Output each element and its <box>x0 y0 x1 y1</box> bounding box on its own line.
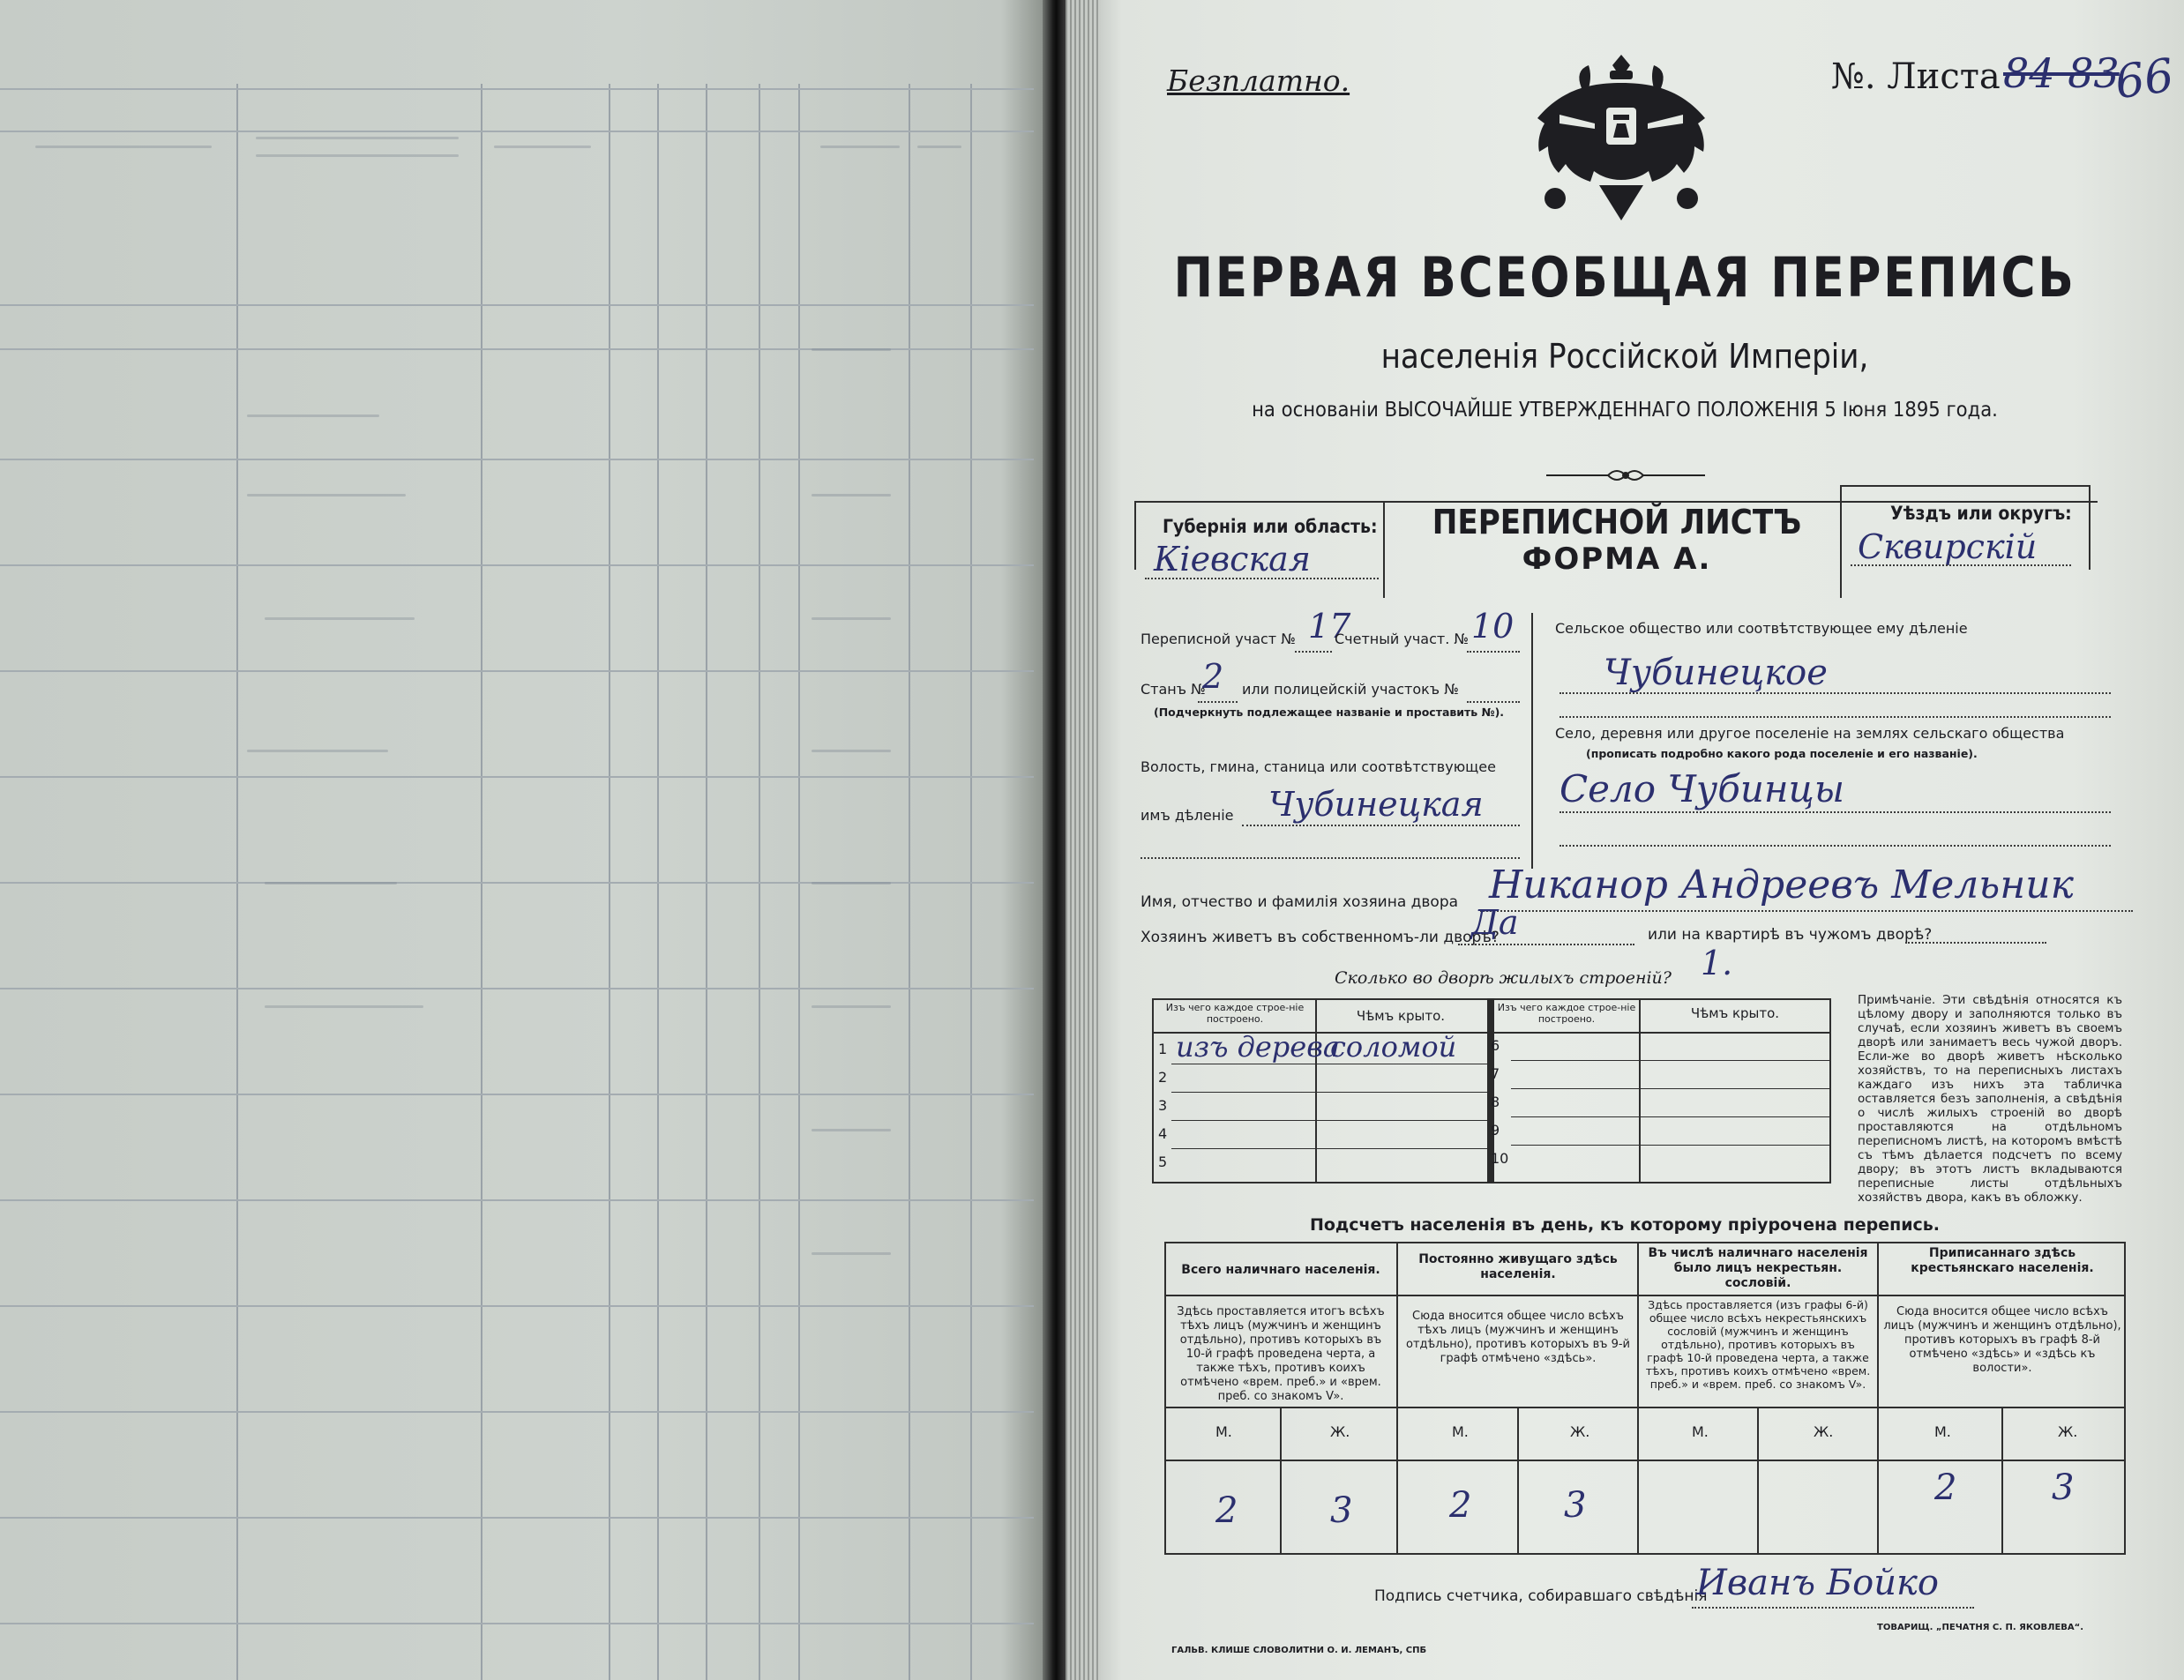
enumerator-signature: Иванъ Бойко <box>1696 1563 1939 1603</box>
location-column-divider <box>1531 613 1533 869</box>
row-rule <box>1511 1145 1831 1146</box>
own-yard-label: Хозяинъ живетъ въ собственномъ-ли дворѣ? <box>1141 929 1500 946</box>
volost-underline <box>1242 825 1520 826</box>
male-label: М. <box>1215 1423 1232 1440</box>
row-rule <box>1511 1088 1831 1089</box>
row-rule <box>1511 1060 1831 1061</box>
row-rule <box>0 988 1034 989</box>
volost-label-line2: имъ дѣленіе <box>1141 807 1234 824</box>
sheet-title: ПЕРЕПИСНОЙ ЛИСТЪ <box>1432 503 1802 541</box>
bleed-through-ink <box>812 1005 891 1008</box>
printer-left: ГАЛЬВ. КЛИШЕ СЛОВОЛИТНИ О. И. ЛЕМАНЪ, СПБ <box>1171 1646 1427 1655</box>
roof-column-header-left: Чѣмъ крыто. <box>1356 1008 1446 1024</box>
settlement-label: Село, деревня или другое поселеніе на землях сельскаго общества <box>1555 725 2065 742</box>
census-form-page <box>1066 0 2184 1680</box>
population-col-desc: Сюда вносится общее число всѣхъ лицъ (мужчинъ и женщинъ отдѣльно), противъ которыхъ въ графѣ 8-й отмѣчено «здѣсь» и «здѣсь къ волости». <box>1883 1305 2121 1375</box>
registered-male-value: 2 <box>1934 1467 1957 1508</box>
female-label: Ж. <box>1570 1423 1590 1440</box>
police-underline <box>1467 701 1520 703</box>
building-row-number: 1 <box>1158 1041 1168 1057</box>
total-female-value: 3 <box>1330 1490 1353 1531</box>
population-col-desc: Здѣсь проставляется (изъ графы 6-й) общее число всѣхъ некрестьянскихъ сословій (мужчинъ и женщинъ отдѣльно), противъ которыхъ въ графѣ 10-й проведена черта, а также тѣхъ, противъ коихъ отмѣчено «врем. преб.» и «врем. преб. со знакомъ V». <box>1645 1298 1871 1391</box>
header-right-rule <box>2089 485 2091 570</box>
female-label: Ж. <box>1814 1423 1834 1440</box>
form-subtitle: населенія Россійской Имперіи, <box>1380 337 1869 376</box>
population-mzh-divider <box>2001 1407 2003 1555</box>
row-rule <box>0 88 1034 90</box>
buildings-table-col-rule <box>1315 998 1317 1183</box>
building-row-number: 6 <box>1491 1037 1500 1054</box>
material-column-header-right: Изъ чего каждое строе-ніе построено. <box>1497 1002 1636 1025</box>
population-header-rule <box>1164 1295 2126 1296</box>
building-row-number: 7 <box>1491 1065 1500 1082</box>
settlement-value: Село Чубинцы <box>1559 767 1845 810</box>
settlement-underline-2 <box>1559 845 2111 847</box>
stan-value: 2 <box>1202 657 1224 696</box>
permanent-female-value: 3 <box>1564 1485 1587 1526</box>
faded-header-text <box>494 146 591 148</box>
rented-label: или на квартирѣ въ чужомъ дворѣ? <box>1648 926 1933 944</box>
building-material: изъ дерева <box>1176 1030 1340 1064</box>
building-row-number: 4 <box>1158 1125 1168 1142</box>
owner-name-underline <box>1480 910 2133 912</box>
ornament-divider <box>1546 465 1705 486</box>
district-value: Сквирскій <box>1858 527 2038 566</box>
header-left-rule <box>1134 501 1136 570</box>
faded-header-text <box>820 146 900 148</box>
printer-right: ТОВАРИЩ. „ПЕЧАТНЯ С. П. ЯКОВЛЕВА“. <box>1877 1623 2084 1632</box>
bleed-through-ink <box>812 882 891 885</box>
district-label: Уѣздъ или округъ: <box>1890 503 2072 524</box>
rural-society-value: Чубинецкое <box>1604 653 1828 693</box>
owner-name-value: Никанор Андреевъ Мельник <box>1489 862 2074 907</box>
owner-name-label: Имя, отчество и фамилія хозяина двора <box>1141 893 1459 911</box>
buildings-table-col-rule <box>1639 998 1641 1183</box>
district-underline <box>1851 564 2071 566</box>
counting-district-value: 10 <box>1471 607 1515 646</box>
rural-society-underline-2 <box>1559 716 2111 718</box>
row-rule <box>0 670 1034 672</box>
province-underline <box>1145 578 1379 579</box>
row-rule <box>0 1305 1034 1307</box>
row-rule <box>0 564 1034 566</box>
material-column-header-left: Изъ чего каждое строе-ніе построено. <box>1165 1002 1305 1025</box>
row-rule <box>0 1411 1034 1413</box>
note-text: Примѣчаніе. Эти свѣдѣнія относятся къ цѣлому двору и заполняются только въ случаѣ, если хозяинъ живетъ въ своемъ дворѣ или занимаетъ весь чужой дворъ. Если-же во дворѣ живетъ нѣсколько хозяйствъ, то на переписныхъ листахъ каждаго изъ нихъ эта табличка оставляется безъ заполненія, а свѣдѣнія о числѣ жилыхъ строеній во дворѣ проставляются на отдѣльномъ переписномъ листѣ, на которомъ вмѣстѣ съ тѣмъ дѣлается подсчетъ по всему двору; въ этотъ листъ вкладываются переписные листы отдѣльныхъ хозяйствъ двора, какъ въ обложку. <box>1858 993 2122 1205</box>
book-spine <box>1043 0 1066 1680</box>
sheet-number-label: №. Листа <box>1831 56 2001 97</box>
bleed-through-ink <box>812 617 891 620</box>
row-rule <box>1171 1148 1487 1149</box>
underline-instruction: (Подчеркнуть подлежащее названіе и проставить №). <box>1154 706 1505 719</box>
own-yard-underline <box>1458 944 1634 945</box>
rural-society-label: Сельское общество или соотвѣтствующее ему дѣленіе <box>1555 620 1968 637</box>
row-rule <box>1511 1116 1831 1117</box>
enumerator-signature-label: Подпись счетчика, собиравшаго свѣдѣнія <box>1374 1587 1708 1605</box>
volost-underline-2 <box>1141 857 1520 859</box>
population-col-rule <box>1396 1242 1398 1555</box>
population-col-header: Всего наличнаго населенія. <box>1181 1263 1380 1277</box>
row-rule <box>0 1623 1034 1624</box>
faded-header-text <box>256 154 459 157</box>
left-page <box>0 0 1043 1680</box>
settlement-instruction: (прописать подробно какого рода поселеніе и его названіе). <box>1586 747 1978 760</box>
population-mzh-divider <box>1280 1407 1282 1555</box>
bleed-through-ink <box>265 617 415 620</box>
legal-basis-line: на основаніи ВЫСОЧАЙШЕ УТВЕРЖДЕННАГО ПОЛОЖЕНІЯ 5 Іюня 1895 года. <box>1252 399 1998 422</box>
census-district-underline <box>1295 651 1332 653</box>
volost-label-line1: Волость, гмина, станица или соотвѣтствующее <box>1141 758 1496 775</box>
row-rule <box>0 131 1034 132</box>
buildings-count-value: 1. <box>1701 944 1733 982</box>
population-col-desc: Здѣсь проставляется итогъ всѣхъ тѣхъ лицъ (мужчинъ и женщинъ отдѣльно), противъ которыхъ въ 10-й графѣ проведена черта, а также тѣхъ, противъ коихъ отмѣчено «врем. преб.» и «врем. преб. со знакомъ V». <box>1177 1305 1385 1403</box>
header-rule <box>1840 485 2089 487</box>
row-rule <box>0 1199 1034 1201</box>
header-divider <box>1383 501 1385 598</box>
male-label: М. <box>1934 1423 1951 1440</box>
total-male-value: 2 <box>1215 1490 1238 1531</box>
bleed-through-ink <box>247 494 406 497</box>
counting-district-underline <box>1467 651 1520 653</box>
population-mzh-rule <box>1164 1460 2126 1461</box>
stan-underline <box>1198 701 1238 703</box>
bleed-through-ink <box>265 1005 423 1008</box>
building-row-number: 8 <box>1491 1094 1500 1110</box>
row-rule <box>1171 1120 1487 1121</box>
row-rule <box>0 1517 1034 1519</box>
population-count-title: Подсчетъ населенія въ день, къ которому пріурочена перепись. <box>1309 1215 1941 1235</box>
own-yard-value: Да <box>1471 903 1519 942</box>
police-district-label: или полицейскій участокъ № <box>1242 681 1459 698</box>
counting-district-label: Счетный участ. № <box>1335 631 1470 647</box>
bleed-through-ink <box>812 494 891 497</box>
census-district-value: 17 <box>1308 607 1351 646</box>
roof-column-header-right: Чѣмъ крыто. <box>1690 1005 1780 1021</box>
permanent-male-value: 2 <box>1449 1485 1472 1526</box>
faded-header-text <box>917 146 961 148</box>
form-name: ФОРМА А. <box>1522 541 1712 577</box>
population-mzh-divider <box>1517 1407 1519 1555</box>
faded-header-text <box>35 146 212 148</box>
bleed-through-ink <box>812 1129 891 1131</box>
population-col-header: Въ числѣ наличнаго населенія было лицъ некрестьян. сословій. <box>1648 1246 1868 1290</box>
stacked-page-edges <box>1066 0 1101 1680</box>
building-row-number: 2 <box>1158 1069 1168 1086</box>
population-desc-rule <box>1164 1407 2126 1408</box>
building-row-number: 5 <box>1158 1154 1168 1170</box>
buildings-count-label: Сколько во дворѣ жилыхъ строеній? <box>1335 968 1672 988</box>
stan-label: Станъ № <box>1141 681 1206 698</box>
settlement-underline <box>1559 811 2111 813</box>
row-rule <box>0 304 1034 306</box>
header-divider <box>1840 485 1842 598</box>
building-row-number: 3 <box>1158 1097 1168 1114</box>
population-col-rule <box>1877 1242 1879 1555</box>
population-col-header: Приписаннаго здѣсь крестьянскаго населенія. <box>1911 1246 2094 1275</box>
free-label: Безплатно. <box>1167 63 1350 98</box>
faded-header-text <box>256 137 459 139</box>
building-roof: соломой <box>1330 1030 1457 1064</box>
population-col-desc: Сюда вносится общее число всѣхъ тѣхъ лицъ (мужчинъ и женщинъ отдѣльно), противъ которыхъ въ 9-й графѣ отмѣчено «здѣсь». <box>1406 1310 1630 1365</box>
census-district-label: Переписной участ № <box>1141 631 1296 647</box>
imperial-eagle-emblem <box>1529 53 1714 229</box>
rural-society-underline <box>1559 692 2111 694</box>
bleed-through-ink <box>265 882 397 885</box>
province-value: Кіевская <box>1154 540 1311 579</box>
row-rule <box>0 459 1034 460</box>
volost-value: Чубинецкая <box>1268 785 1484 824</box>
bleed-through-ink <box>247 414 379 417</box>
building-row-number: 9 <box>1491 1122 1500 1139</box>
building-row-number: 10 <box>1491 1150 1509 1167</box>
form-title: ПЕРВАЯ ВСЕОБЩАЯ ПЕРЕПИСЬ <box>1173 245 2076 310</box>
bleed-through-ink <box>247 750 388 752</box>
province-label: Губернія или область: <box>1163 516 1378 537</box>
female-label: Ж. <box>2058 1423 2078 1440</box>
row-rule <box>0 776 1034 778</box>
population-col-rule <box>1637 1242 1639 1555</box>
registered-female-value: 3 <box>2052 1467 2075 1508</box>
population-mzh-divider <box>1757 1407 1759 1555</box>
population-col-header: Постоянно живущаго здѣсь населенія. <box>1418 1252 1618 1281</box>
row-rule <box>0 1094 1034 1095</box>
sheet-number-value: 84 83 <box>2003 49 2120 97</box>
rented-underline <box>1905 942 2046 944</box>
sheet-side-mark: 66 <box>2112 49 2178 110</box>
bleed-through-ink <box>812 750 891 752</box>
signature-underline <box>1692 1607 1974 1609</box>
row-rule <box>1171 1092 1487 1093</box>
bleed-through-ink <box>812 1252 891 1255</box>
male-label: М. <box>1692 1423 1709 1440</box>
male-label: М. <box>1452 1423 1469 1440</box>
female-label: Ж. <box>1330 1423 1350 1440</box>
bleed-through-ink <box>812 348 891 351</box>
